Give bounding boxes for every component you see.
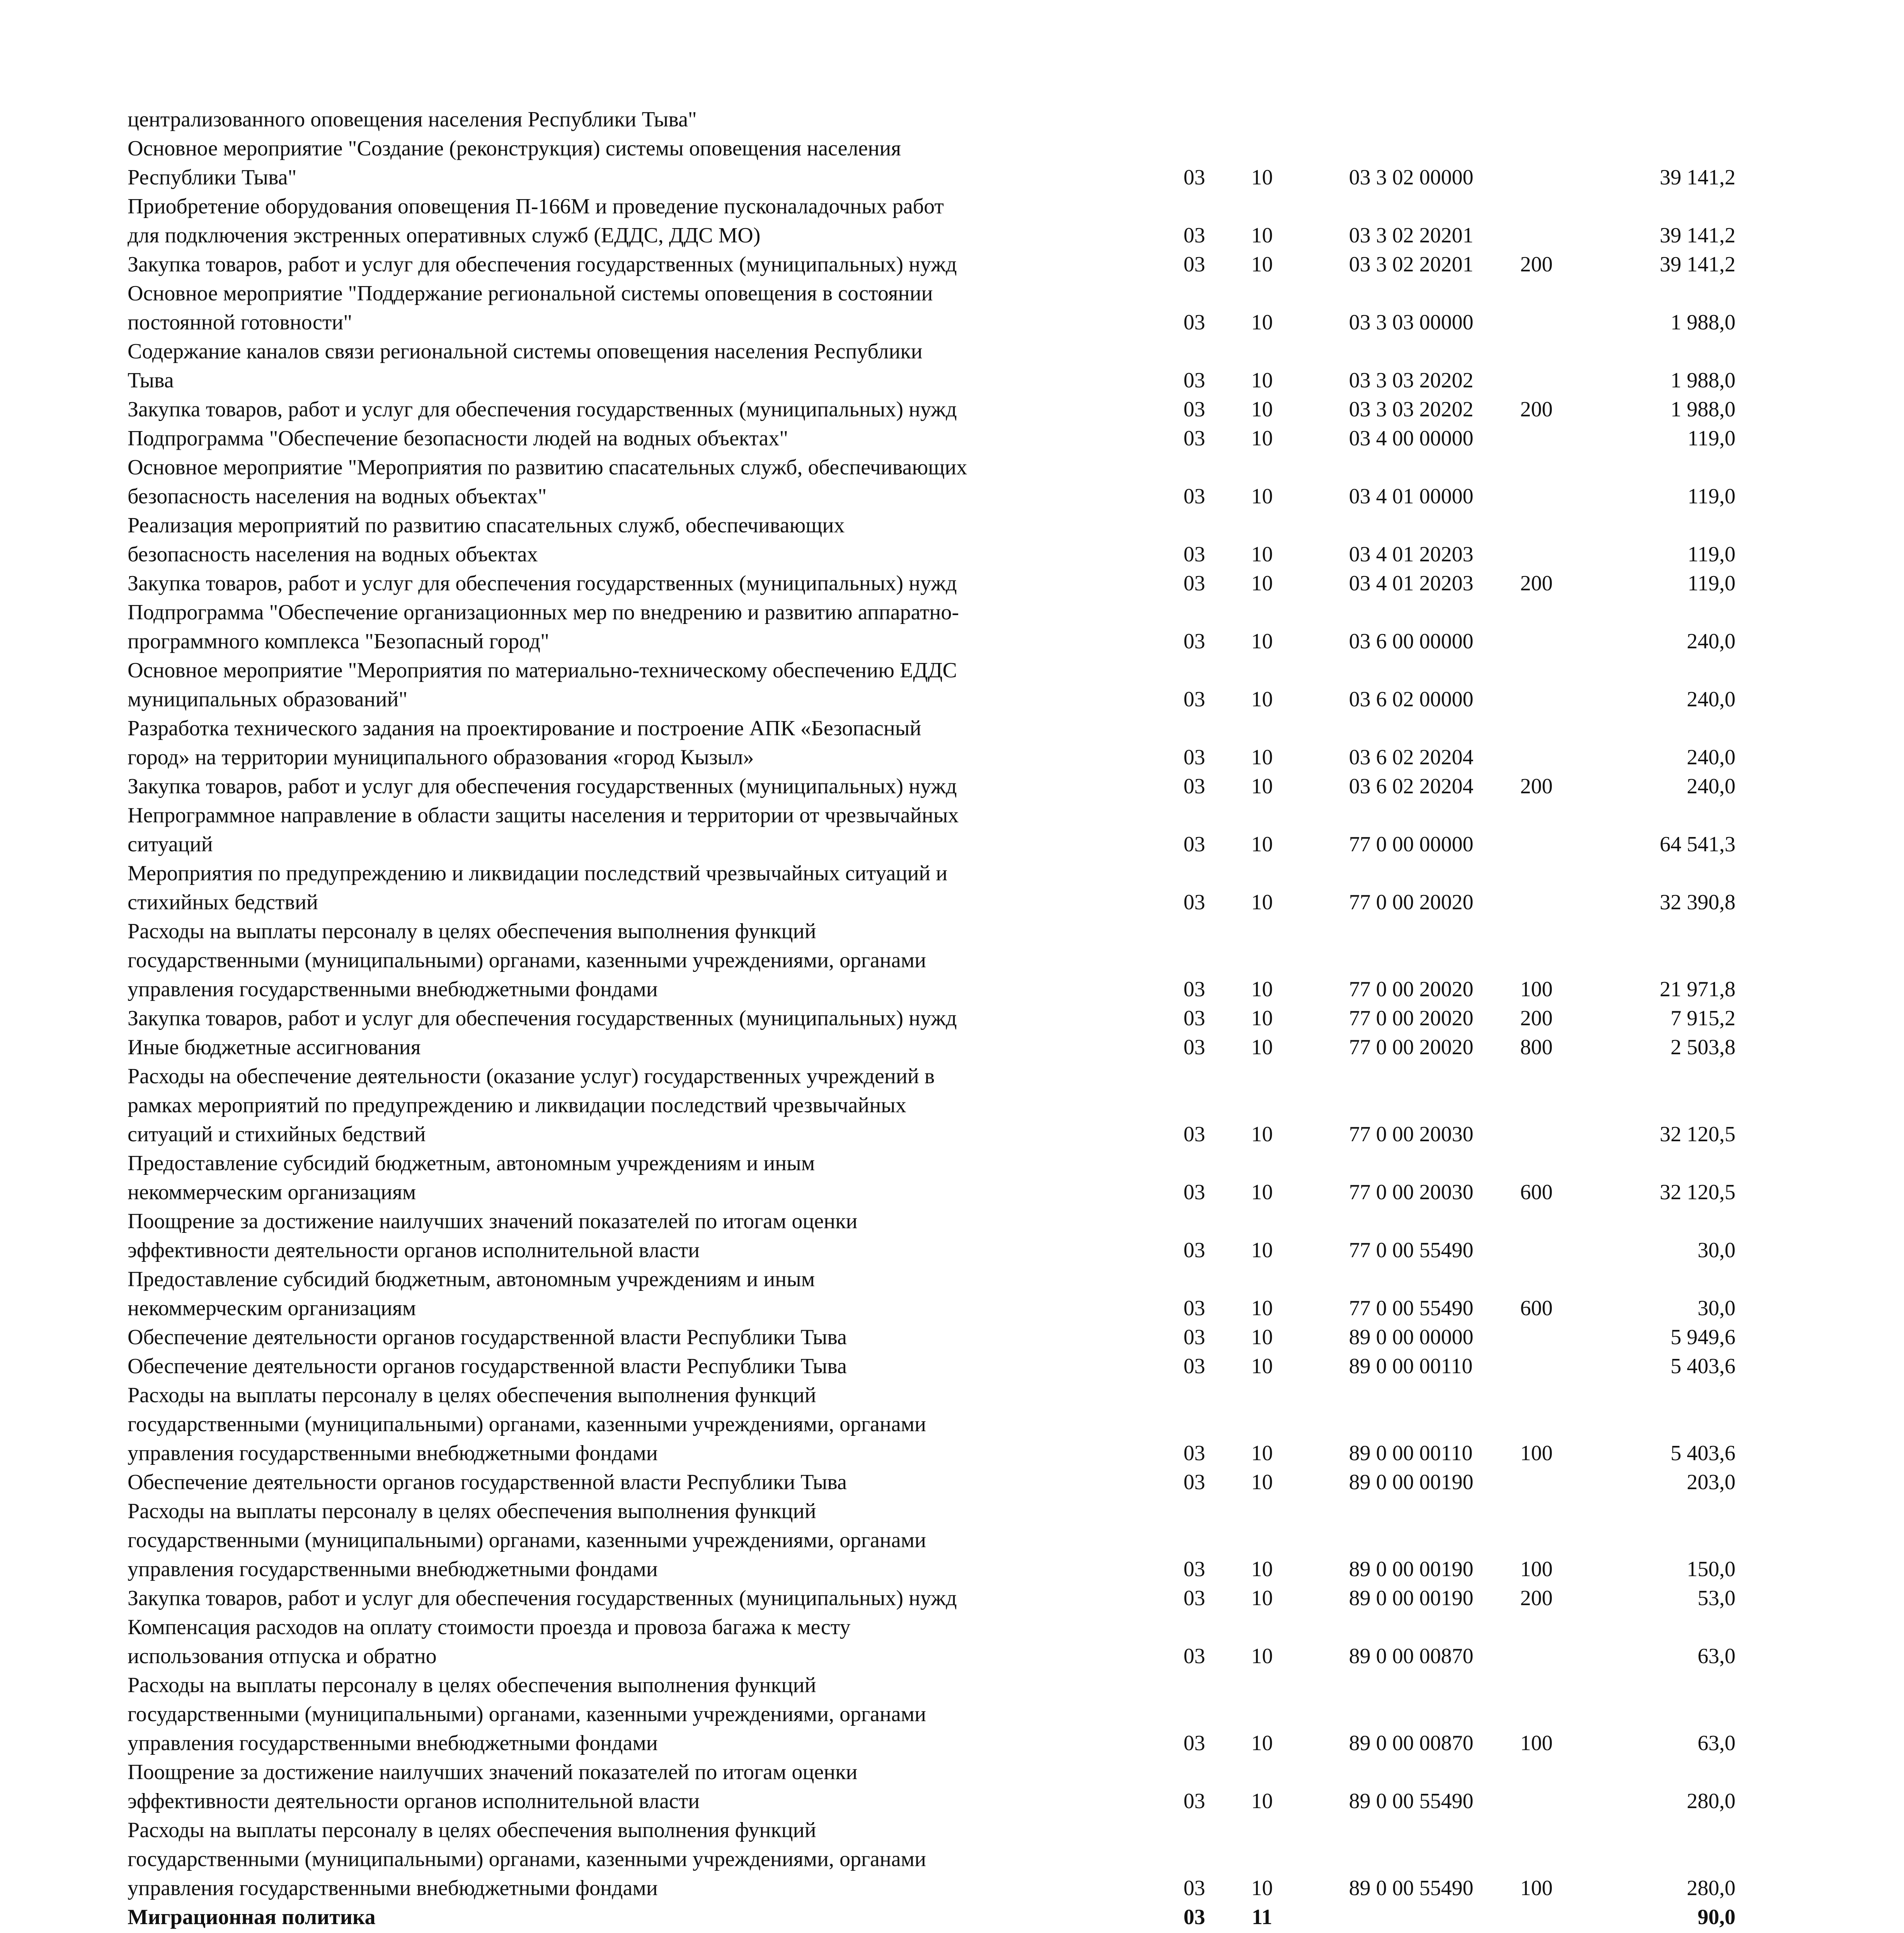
section-code: 03 (1184, 745, 1205, 769)
table-row (128, 1758, 1759, 1816)
subsection-code: 11 (1252, 1905, 1272, 1929)
row-name: Мероприятия по предупреждению и ликвидации последствий чрезвычайных ситуаций и стихийных бедствий (128, 861, 948, 914)
table-row (128, 1497, 1759, 1584)
section-code: 03 (1184, 1296, 1205, 1320)
subsection-code: 10 (1251, 1644, 1273, 1668)
subsection-code: 10 (1251, 1238, 1273, 1262)
amount: 64 541,3 (1660, 832, 1735, 856)
subsection-code: 10 (1251, 745, 1273, 769)
subsection-code: 10 (1251, 165, 1273, 189)
row-name: Обеспечение деятельности органов государственной власти Республики Тыва (128, 1354, 847, 1378)
section-code: 03 (1184, 1180, 1205, 1204)
target-article-code: 89 0 00 00000 (1349, 1325, 1473, 1349)
amount: 203,0 (1687, 1470, 1735, 1494)
section-code: 03 (1184, 1354, 1205, 1378)
amount: 240,0 (1687, 745, 1735, 769)
row-name: Поощрение за достижение наилучших значений показателей по итогам оценки эффективности деятельности органов исполнительной власти (128, 1760, 858, 1813)
target-article-code: 03 6 02 00000 (1349, 687, 1473, 711)
section-code: 03 (1184, 687, 1205, 711)
expense-type-code (1507, 105, 1565, 134)
target-article-code: 89 0 00 00870 (1349, 1731, 1473, 1755)
expense-type-code (1507, 511, 1565, 569)
section-code: 03 (1184, 542, 1205, 566)
subsection-code: 10 (1251, 1789, 1273, 1813)
amount: 119,0 (1688, 426, 1735, 450)
expense-type-code (1507, 714, 1565, 772)
amount (1565, 105, 1759, 134)
section-code: 03 (1184, 1035, 1205, 1059)
table-row (128, 801, 1759, 859)
target-article-code: 03 6 00 00000 (1349, 629, 1473, 653)
expense-type-code (1507, 1207, 1565, 1265)
expense-type-code: 600 (1520, 1180, 1553, 1204)
section-code: 03 (1184, 1006, 1205, 1030)
row-name: Непрограммное направление в области защиты населения и территории от чрезвычайных ситуаций (128, 803, 959, 856)
subsection-code: 10 (1251, 629, 1273, 653)
amount: 32 120,5 (1660, 1180, 1735, 1204)
subsection-code: 10 (1251, 368, 1273, 392)
row-name: Обеспечение деятельности органов государственной власти Республики Тыва (128, 1325, 847, 1349)
subsection-code: 10 (1251, 1035, 1273, 1059)
row-name: Закупка товаров, работ и услуг для обеспечения государственных (муниципальных) нужд (128, 252, 957, 276)
section-code: 03 (1184, 1731, 1205, 1755)
row-name: Расходы на выплаты персоналу в целях обеспечения выполнения функций государственными (муниципальными) органами, казенными учреждениями, органами управления государственными внебюджетными фондами (128, 1818, 926, 1900)
expense-type-code: 100 (1520, 1441, 1553, 1465)
budget-table (128, 105, 1759, 1933)
table-row (128, 1613, 1759, 1671)
row-name: Закупка товаров, работ и услуг для обеспечения государственных (муниципальных) нужд (128, 397, 957, 421)
expense-type-code (1507, 1062, 1565, 1149)
section-code: 03 (1184, 890, 1205, 914)
target-article-code: 77 0 00 55490 (1349, 1296, 1473, 1320)
amount: 32 390,8 (1660, 890, 1735, 914)
subsection-code: 10 (1251, 774, 1273, 798)
section-code: 03 (1184, 977, 1205, 1001)
amount: 32 120,5 (1660, 1122, 1735, 1146)
table-row (128, 656, 1759, 714)
expense-type-code (1507, 453, 1565, 511)
row-name: Основное мероприятие "Поддержание региональной системы оповещения в состоянии постоянной готовности" (128, 281, 933, 334)
row-name: централизованного оповещения населения Республики Тыва" (128, 107, 697, 131)
subsection-code: 10 (1251, 1876, 1273, 1900)
target-article-code: 77 0 00 00000 (1349, 832, 1473, 856)
table-row (128, 1671, 1759, 1758)
amount: 119,0 (1688, 542, 1735, 566)
table-row (128, 192, 1759, 250)
expense-type-code: 100 (1520, 1557, 1553, 1581)
target-article-code: 77 0 00 20030 (1349, 1122, 1473, 1146)
row-name: Иные бюджетные ассигнования (128, 1035, 421, 1059)
table-row (128, 511, 1759, 569)
expense-type-code (1507, 279, 1565, 337)
target-article-code: 77 0 00 20030 (1349, 1180, 1473, 1204)
subsection-code: 10 (1251, 890, 1273, 914)
subsection-code: 10 (1251, 426, 1273, 450)
table-row (128, 714, 1759, 772)
amount: 21 971,8 (1660, 977, 1735, 1001)
target-article-code: 89 0 00 00110 (1349, 1441, 1473, 1465)
section-code: 03 (1184, 1789, 1205, 1813)
target-article-code: 03 3 02 20201 (1349, 252, 1473, 276)
expense-type-code (1507, 1613, 1565, 1671)
amount: 150,0 (1687, 1557, 1735, 1581)
row-name: Расходы на выплаты персоналу в целях обеспечения выполнения функций государственными (муниципальными) органами, казенными учреждениями, органами управления государственными внебюджетными фондами (128, 919, 926, 1001)
amount: 5 949,6 (1671, 1325, 1735, 1349)
section-code: 03 (1184, 1238, 1205, 1262)
amount: 2 503,8 (1671, 1035, 1735, 1059)
table-row (128, 395, 1759, 424)
row-name: Компенсация расходов на оплату стоимости проезда и провоза багажа к месту использования отпуска и обратно (128, 1615, 851, 1668)
expense-type-code (1507, 1468, 1565, 1497)
table-row (128, 772, 1759, 801)
table-row (128, 1468, 1759, 1497)
expense-type-code (1507, 1903, 1565, 1932)
target-article-code: 03 6 02 20204 (1349, 774, 1473, 798)
target-article-code: 03 4 01 20203 (1349, 542, 1473, 566)
target-article-code: 77 0 00 55490 (1349, 1238, 1473, 1262)
subsection-code: 10 (1251, 1354, 1273, 1378)
amount: 240,0 (1687, 774, 1735, 798)
expense-type-code (1507, 656, 1565, 714)
row-name: Поощрение за достижение наилучших значений показателей по итогам оценки эффективности деятельности органов исполнительной власти (128, 1209, 858, 1262)
section-code: 03 (1184, 832, 1205, 856)
section-code: 03 (1184, 165, 1205, 189)
amount: 30,0 (1698, 1238, 1735, 1262)
subsection-code: 10 (1251, 542, 1273, 566)
section-code (1156, 105, 1233, 134)
subsection-code: 10 (1251, 310, 1273, 334)
target-article-code: 03 3 02 20201 (1349, 223, 1473, 247)
subsection-code: 10 (1251, 832, 1273, 856)
subsection-code: 10 (1251, 1006, 1273, 1030)
section-code: 03 (1184, 629, 1205, 653)
target-article-code: 03 4 01 00000 (1349, 484, 1473, 508)
target-article-code: 77 0 00 20020 (1349, 890, 1473, 914)
target-article-code: 89 0 00 55490 (1349, 1789, 1473, 1813)
subsection-code: 10 (1251, 484, 1273, 508)
expense-type-code: 200 (1520, 571, 1553, 595)
target-article-code: 03 3 02 00000 (1349, 165, 1473, 189)
section-code: 03 (1184, 368, 1205, 392)
table-row (128, 250, 1759, 279)
expense-type-code: 200 (1520, 1586, 1553, 1610)
table-row (128, 424, 1759, 453)
target-article-code: 03 4 01 20203 (1349, 571, 1473, 595)
row-name: Расходы на выплаты персоналу в целях обеспечения выполнения функций государственными (муниципальными) органами, казенными учреждениями, органами управления государственными внебюджетными фондами (128, 1499, 926, 1581)
expense-type-code: 100 (1520, 977, 1553, 1001)
amount: 1 988,0 (1671, 397, 1735, 421)
budget-table-body (128, 105, 1759, 1933)
table-row (128, 1207, 1759, 1265)
subsection-code: 10 (1251, 1296, 1273, 1320)
amount: 119,0 (1688, 484, 1735, 508)
target-article-code: 77 0 00 20020 (1349, 1035, 1473, 1059)
row-name: Подпрограмма "Обеспечение организационных мер по внедрению и развитию аппаратно- программного комплекса "Безопасный город" (128, 600, 959, 653)
section-code: 03 (1184, 774, 1205, 798)
expense-type-code: 200 (1520, 774, 1553, 798)
row-name: Основное мероприятие "Мероприятия по развитию спасательных служб, обеспечивающих безопасность населения на водных объектах" (128, 455, 967, 508)
target-article-code: 89 0 00 00190 (1349, 1557, 1473, 1581)
expense-type-code: 600 (1520, 1296, 1553, 1320)
row-name: Расходы на выплаты персоналу в целях обеспечения выполнения функций государственными (муниципальными) органами, казенными учреждениями, органами управления государственными внебюджетными фондами (128, 1673, 926, 1755)
expense-type-code (1507, 801, 1565, 859)
expense-type-code (1507, 192, 1565, 250)
table-row (128, 134, 1759, 192)
target-article-code: 77 0 00 20020 (1349, 977, 1473, 1001)
target-article-code (1291, 105, 1507, 134)
expense-type-code: 200 (1520, 252, 1553, 276)
amount: 280,0 (1687, 1876, 1735, 1900)
table-row (128, 1265, 1759, 1323)
amount: 240,0 (1687, 687, 1735, 711)
expense-type-code (1507, 1352, 1565, 1381)
section-code: 03 (1184, 1586, 1205, 1610)
target-article-code: 03 3 03 20202 (1349, 397, 1473, 421)
amount: 240,0 (1687, 629, 1735, 653)
amount: 39 141,2 (1660, 165, 1735, 189)
table-row (128, 1033, 1759, 1062)
target-article-code: 03 3 03 20202 (1349, 368, 1473, 392)
subsection-code: 10 (1251, 1441, 1273, 1465)
target-article-code: 89 0 00 55490 (1349, 1876, 1473, 1900)
row-name: Содержание каналов связи региональной системы оповещения населения Республики Тыва (128, 339, 923, 392)
amount: 39 141,2 (1660, 223, 1735, 247)
amount: 119,0 (1688, 571, 1735, 595)
table-row (128, 1004, 1759, 1033)
table-row (128, 105, 1759, 134)
row-name: Реализация мероприятий по развитию спасательных служб, обеспечивающих безопасность населения на водных объектах (128, 513, 845, 566)
section-code: 03 (1184, 252, 1205, 276)
table-row (128, 337, 1759, 395)
subsection-code: 10 (1251, 687, 1273, 711)
subsection-code: 10 (1251, 1586, 1273, 1610)
row-name: Закупка товаров, работ и услуг для обеспечения государственных (муниципальных) нужд (128, 774, 957, 798)
row-name: Приобретение оборудования оповещения П-166М и проведение пусконаладочных работ для подключения экстренных оперативных служб (ЕДДС, ДДС МО) (128, 194, 944, 247)
row-name: Миграционная политика (128, 1905, 376, 1929)
row-name: Разработка технического задания на проектирование и построение АПК «Безопасный город» на территории муниципального образования «город Кызыл» (128, 716, 921, 769)
expense-type-code: 800 (1520, 1035, 1553, 1059)
expense-type-code: 200 (1520, 397, 1553, 421)
target-article-code: 89 0 00 00190 (1349, 1470, 1473, 1494)
row-name: Предоставление субсидий бюджетным, автономным учреждениям и иным некоммерческим организациям (128, 1151, 815, 1204)
amount: 63,0 (1698, 1731, 1735, 1755)
row-name: Основное мероприятие "Мероприятия по материально-техническому обеспечению ЕДДС муниципальных образований" (128, 658, 957, 711)
subsection-code: 10 (1251, 571, 1273, 595)
table-row (128, 859, 1759, 917)
row-name: Закупка товаров, работ и услуг для обеспечения государственных (муниципальных) нужд (128, 1586, 957, 1610)
section-code: 03 (1184, 1557, 1205, 1581)
section-code: 03 (1184, 1876, 1205, 1900)
table-row (128, 569, 1759, 598)
subsection-code (1233, 105, 1291, 134)
subsection-code: 10 (1251, 223, 1273, 247)
row-name: Подпрограмма "Обеспечение безопасности людей на водных объектах" (128, 426, 789, 450)
amount: 280,0 (1687, 1789, 1735, 1813)
table-row (128, 917, 1759, 1004)
table-row (128, 453, 1759, 511)
section-code: 03 (1184, 223, 1205, 247)
subsection-code: 10 (1251, 1325, 1273, 1349)
table-row (128, 1381, 1759, 1468)
subsection-code: 10 (1251, 977, 1273, 1001)
table-row (128, 1062, 1759, 1149)
row-name: Расходы на выплаты персоналу в целях обеспечения выполнения функций государственными (муниципальными) органами, казенными учреждениями, органами управления государственными внебюджетными фондами (128, 1383, 926, 1465)
amount: 30,0 (1698, 1296, 1735, 1320)
section-code: 03 (1184, 397, 1205, 421)
target-article-code: 03 6 02 20204 (1349, 745, 1473, 769)
subsection-code: 10 (1251, 397, 1273, 421)
expense-type-code: 100 (1520, 1731, 1553, 1755)
target-article-code: 03 4 00 00000 (1349, 426, 1473, 450)
subsection-code: 10 (1251, 1122, 1273, 1146)
table-row (128, 598, 1759, 656)
expense-type-code: 200 (1520, 1006, 1553, 1030)
amount: 1 988,0 (1671, 310, 1735, 334)
amount: 63,0 (1698, 1644, 1735, 1668)
section-code: 03 (1184, 310, 1205, 334)
expense-type-code (1507, 859, 1565, 917)
expense-type-code (1507, 598, 1565, 656)
expense-type-code: 100 (1520, 1876, 1553, 1900)
target-article-code (1291, 1903, 1507, 1932)
target-article-code: 77 0 00 20020 (1349, 1006, 1473, 1030)
row-name: Расходы на обеспечение деятельности (оказание услуг) государственных учреждений в рамках мероприятий по предупреждению и ликвидации последствий чрезвычайных ситуаций и стихийных бедствий (128, 1064, 935, 1146)
table-row (128, 1323, 1759, 1352)
expense-type-code (1507, 1323, 1565, 1352)
target-article-code: 89 0 00 00110 (1349, 1354, 1473, 1378)
expense-type-code (1507, 337, 1565, 395)
row-name: Закупка товаров, работ и услуг для обеспечения государственных (муниципальных) нужд (128, 1006, 957, 1030)
amount: 5 403,6 (1671, 1441, 1735, 1465)
row-name: Обеспечение деятельности органов государственной власти Республики Тыва (128, 1470, 847, 1494)
target-article-code: 89 0 00 00870 (1349, 1644, 1473, 1668)
amount: 53,0 (1698, 1586, 1735, 1610)
amount: 7 915,2 (1671, 1006, 1735, 1030)
section-code: 03 (1184, 1441, 1205, 1465)
amount: 1 988,0 (1671, 368, 1735, 392)
expense-type-code (1507, 1758, 1565, 1816)
target-article-code: 03 3 03 00000 (1349, 310, 1473, 334)
section-code: 03 (1184, 426, 1205, 450)
amount: 5 403,6 (1671, 1354, 1735, 1378)
table-row (128, 1903, 1759, 1932)
section-code: 03 (1184, 1122, 1205, 1146)
table-row (128, 1584, 1759, 1613)
subsection-code: 10 (1251, 1557, 1273, 1581)
section-code: 03 (1184, 1325, 1205, 1349)
row-name: Закупка товаров, работ и услуг для обеспечения государственных (муниципальных) нужд (128, 571, 957, 595)
expense-type-code (1507, 134, 1565, 192)
target-article-code: 89 0 00 00190 (1349, 1586, 1473, 1610)
subsection-code: 10 (1251, 252, 1273, 276)
table-row (128, 279, 1759, 337)
section-code: 03 (1184, 571, 1205, 595)
subsection-code: 10 (1251, 1731, 1273, 1755)
subsection-code: 10 (1251, 1180, 1273, 1204)
expense-type-code (1507, 424, 1565, 453)
table-row (128, 1149, 1759, 1207)
section-code: 03 (1184, 1905, 1205, 1929)
table-row (128, 1816, 1759, 1903)
amount: 39 141,2 (1660, 252, 1735, 276)
amount: 90,0 (1698, 1905, 1735, 1929)
section-code: 03 (1184, 484, 1205, 508)
section-code: 03 (1184, 1470, 1205, 1494)
subsection-code: 10 (1251, 1470, 1273, 1494)
section-code: 03 (1184, 1644, 1205, 1668)
table-row (128, 1352, 1759, 1381)
row-name: Предоставление субсидий бюджетным, автономным учреждениям и иным некоммерческим организациям (128, 1267, 815, 1320)
row-name: Основное мероприятие "Создание (реконструкция) системы оповещения населения Республики Тыва" (128, 136, 901, 189)
